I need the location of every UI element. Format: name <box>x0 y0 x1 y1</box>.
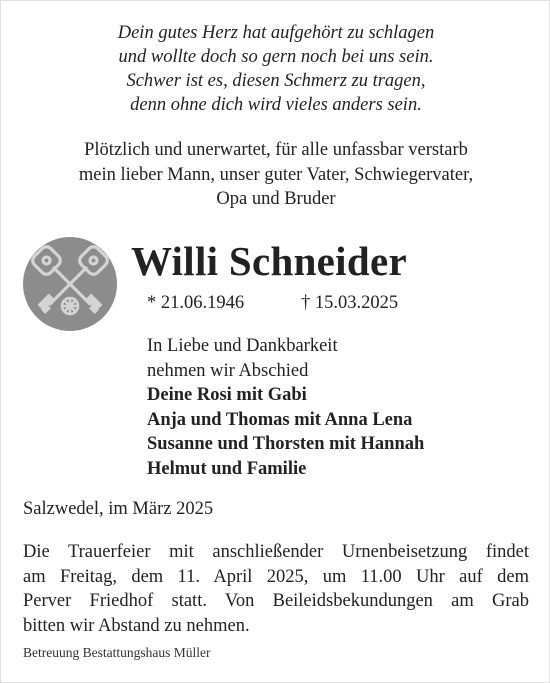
crossed-keys-emblem-icon <box>22 236 118 332</box>
life-dates <box>1 290 550 316</box>
death-date: † 15.03.2025 <box>301 293 399 313</box>
intro-line: Plötzlich und unerwartet, für alle unfassbar verstarb <box>84 140 468 160</box>
funeral-info <box>23 540 529 638</box>
mourner-name: Helmut und Familie <box>147 458 307 479</box>
poem-line: und wollte doch so gern noch bei uns sein. <box>118 47 434 67</box>
mourner-name: Deine Rosi mit Gabi <box>147 385 307 405</box>
mourners-intro-line: nehmen wir Abschied <box>147 360 309 381</box>
intro-line: mein lieber Mann, unser guter Vater, Schwiegervater, <box>78 164 474 185</box>
poem <box>1 21 550 117</box>
poem-line: Dein gutes Herz hat aufgehört zu schlagen <box>117 23 435 43</box>
announcement-intro <box>1 138 550 212</box>
funeral-line: am Freitag, dem 11. April 2025, um 11.00 Uhr auf dem <box>23 566 529 587</box>
deceased-name: Willi Schneider <box>131 238 407 284</box>
birth-date: * 21.06.1946 <box>147 293 245 313</box>
mourner-name: Anja und Thomas mit Anna Lena <box>147 409 413 430</box>
funeral-line: bitten wir Abstand zu nehmen. <box>23 615 250 636</box>
place-and-date: Salzwedel, im März 2025 <box>23 499 214 519</box>
mourner-name: Susanne und Thorsten mit Hannah <box>147 434 425 454</box>
mourners-intro-line: In Liebe und Dankbarkeit <box>147 336 338 356</box>
intro-line: Opa und Bruder <box>216 189 336 209</box>
funeral-line: Perver Friedhof statt. Von Beileidsbekundungen am Grab <box>23 591 529 611</box>
funeral-home-credit: Betreuung Bestattungshaus Müller <box>23 645 211 660</box>
mourners-block <box>147 334 424 481</box>
funeral-line: Die Trauerfeier mit anschließender Urnenbeisetzung findet <box>23 542 529 562</box>
poem-line: Schwer ist es, diesen Schmerz zu tragen, <box>126 71 426 91</box>
poem-line: denn ohne dich wird vieles anders sein. <box>130 95 422 115</box>
